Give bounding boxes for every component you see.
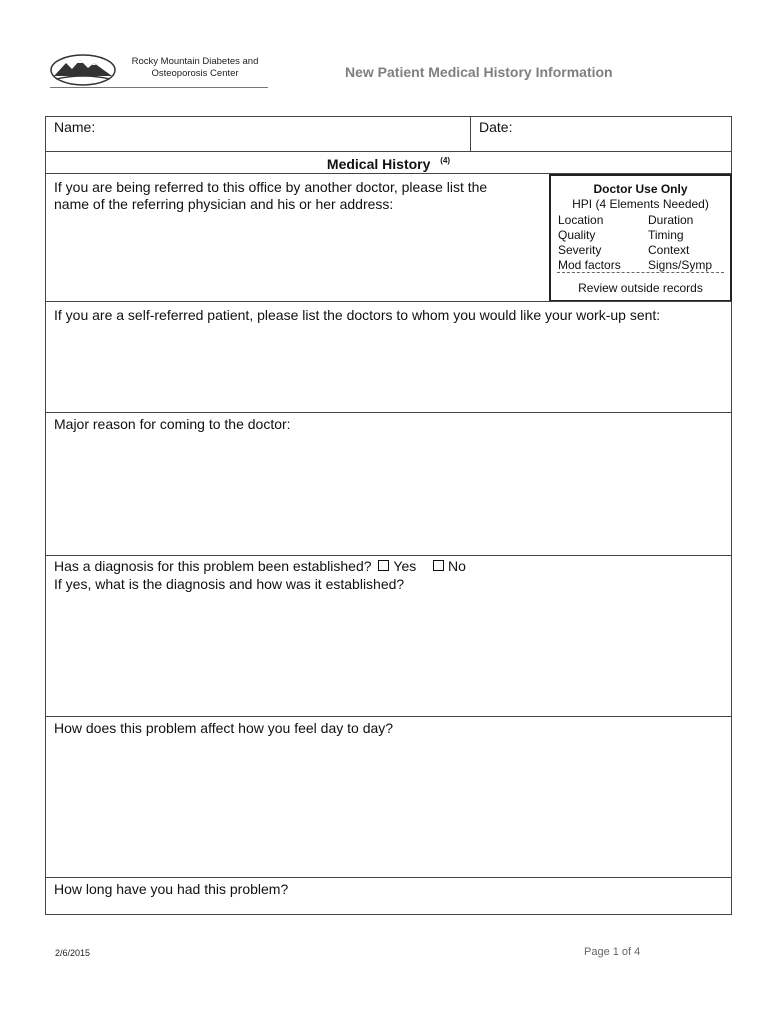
section-title-sup: (4) — [440, 156, 451, 166]
no-checkbox[interactable] — [433, 560, 444, 571]
date-field[interactable] — [470, 116, 732, 152]
footer-page-number: Page 1 of 4 — [584, 946, 641, 958]
hpi-right-column — [648, 213, 712, 273]
yes-checkbox[interactable] — [378, 560, 389, 571]
section-title-text: Medical History — [326, 156, 431, 172]
how-long-question: How long have you had this problem? — [54, 881, 289, 897]
logo-text — [120, 56, 270, 80]
hpi-context: Context — [648, 243, 690, 257]
name-field[interactable] — [45, 116, 471, 152]
logo-divider — [50, 87, 268, 88]
affect-question: How does this problem affect how you feel day to day? — [54, 720, 394, 736]
affect-section[interactable] — [45, 716, 732, 878]
no-label: No — [448, 558, 466, 574]
diagnosis-section — [45, 555, 732, 717]
doctor-use-only-box — [549, 174, 732, 302]
doctor-use-title: Doctor Use Only — [593, 182, 688, 196]
doctor-use-divider — [557, 272, 724, 273]
logo-line-1: Rocky Mountain Diabetes and — [131, 56, 259, 67]
hpi-quality: Quality — [558, 228, 596, 242]
hpi-left-column — [558, 213, 621, 273]
yes-label: Yes — [393, 558, 417, 574]
major-reason-section[interactable] — [45, 412, 732, 556]
diagnosis-followup-question: If yes, what is the diagnosis and how was it established? — [54, 576, 405, 592]
hpi-severity: Severity — [558, 243, 602, 257]
document-title: New Patient Medical History Information — [345, 64, 613, 80]
center-logo — [50, 52, 270, 88]
hpi-location: Location — [558, 213, 604, 227]
referred-question-line-1: If you are being referred to this office by another doctor, please list the — [54, 179, 488, 195]
hpi-duration: Duration — [648, 213, 694, 227]
diagnosis-answer-area[interactable] — [54, 598, 724, 712]
date-label: Date: — [479, 119, 513, 135]
referred-question — [54, 179, 544, 213]
hpi-timing: Timing — [648, 228, 684, 242]
medical-history-form — [45, 116, 732, 915]
referring-physician-answer-area[interactable] — [54, 216, 544, 300]
hpi-mod-factors: Mod factors — [558, 258, 621, 272]
referred-question-line-2: name of the referring physician and his or her address: — [54, 196, 394, 212]
self-referred-section[interactable] — [45, 301, 732, 413]
section-title — [46, 156, 731, 172]
doctor-use-subtitle: HPI (4 Elements Needed) — [572, 197, 709, 211]
diagnosis-question-row — [54, 558, 466, 575]
mountain-logo-icon — [50, 54, 116, 86]
review-outside-records: Review outside records — [578, 281, 703, 295]
self-referred-question: If you are a self-referred patient, please list the doctors to whom you would like your work-up sent: — [54, 307, 661, 323]
logo-line-2: Osteoporosis Center — [151, 68, 239, 79]
major-reason-question: Major reason for coming to the doctor: — [54, 416, 291, 432]
name-label: Name: — [54, 119, 96, 135]
how-long-section[interactable] — [45, 877, 732, 915]
footer-date: 2/6/2015 — [55, 948, 91, 958]
diagnosis-question: Has a diagnosis for this problem been established? — [54, 558, 372, 574]
hpi-signs-symp: Signs/Symp — [648, 258, 713, 272]
